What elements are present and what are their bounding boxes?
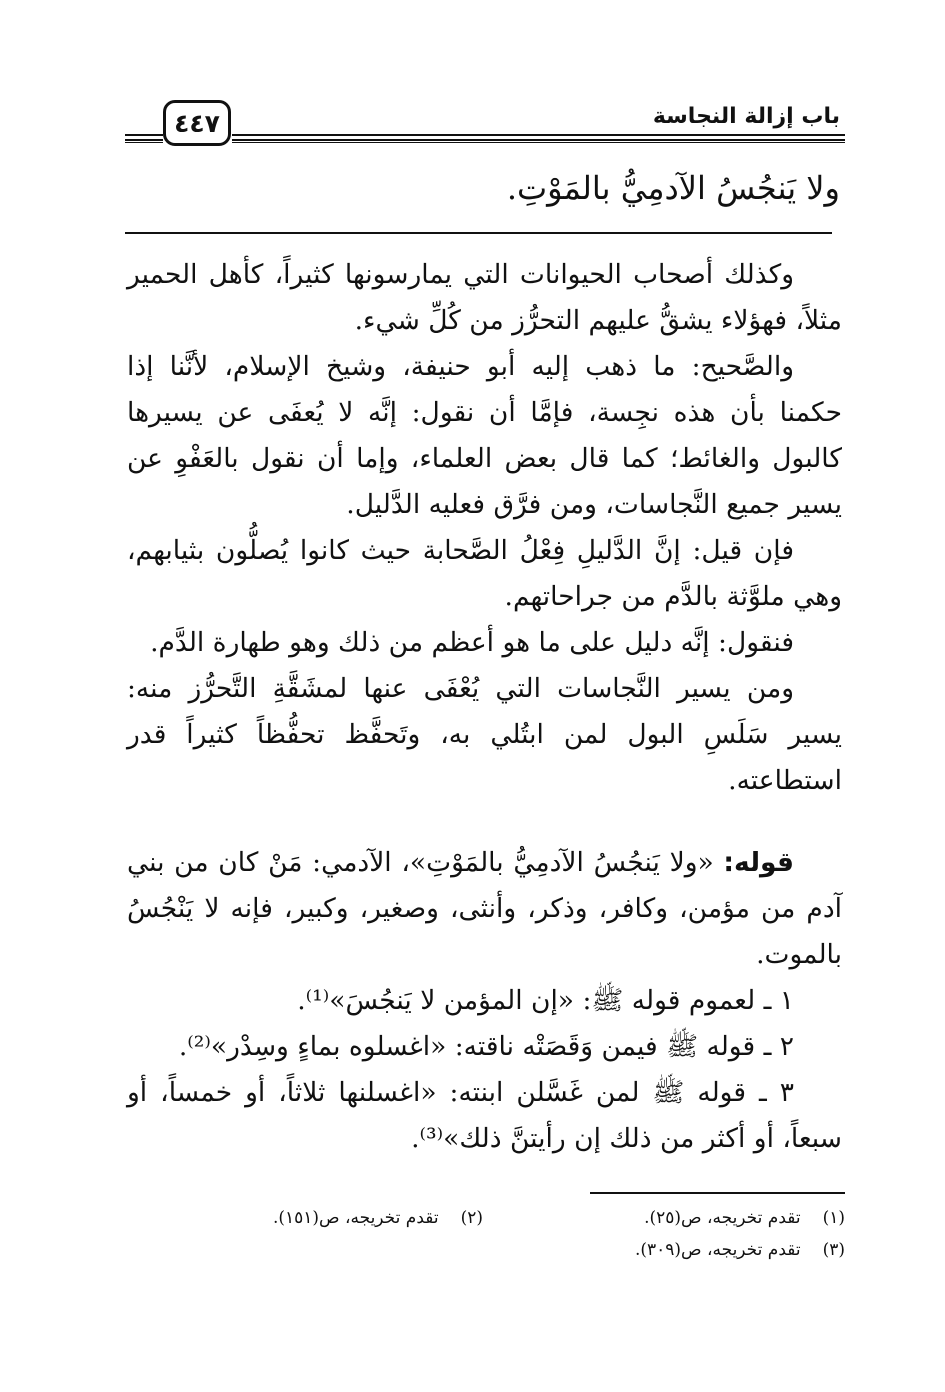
paragraph-3: فإن قيل: إنَّ الدَّليلِ فِعْلُ الصَّحابة حيث كانوا يُصلُّون بثيابهم، وهي ملوَّثة بالدَّم من جراحاتهم. (127, 535, 842, 612)
footnote-separator (590, 1192, 845, 1194)
paragraph-5: ومن يسير النَّجاسات التي يُعْفَى عنها لمشَقَّةِ التَّحرُّز منه: يسير سَلَسِ البول لمن ابتُلي به، وتَحفَّظ تحفُّظاً كثيراً قدر استطاعته. (127, 673, 842, 796)
paragraph-6 (127, 840, 842, 978)
paragraph-4: فنقول: إنَّه دليل على ما هو أعظم من ذلك وهو طهارة الدَّم. (150, 627, 794, 658)
header-rule-left (125, 134, 163, 141)
qawl-label: قوله: (723, 847, 794, 878)
footnote-3-text: تقدم تخريجه، ص(٣٠٩). (634, 1240, 801, 1260)
header-rule-right (232, 134, 845, 141)
paragraph-2: والصَّحيح: ما ذهب إليه أبو حنيفة، وشيخ الإسلام، لأنَّنا إذا حكمنا بأن هذه نجِسة، فإمَّا أن نقول: إنَّه لا يُعفَى عن يسيرها كالبول والغائط؛ كما قال بعض العلماء، وإما أن نقول بالعَفْوِ عن يسير جميع النَّجاسات، ومن فرَّق فعليه الدَّليل. (127, 351, 842, 520)
footnote-2-number: (٢) (460, 1208, 483, 1228)
footnote-3 (635, 1240, 845, 1260)
body-section-1 (127, 252, 842, 804)
footnote-2 (273, 1208, 483, 1228)
footnote-2-text: تقدم تخريجه، ص(١٥١). (272, 1208, 439, 1228)
footnote-1 (644, 1208, 845, 1228)
qawl-quote: «ولا يَنجُسُ الآدمِيُّ بالمَوْتِ»، (391, 847, 724, 878)
footnote-1-text: تقدم تخريجه، ص(٢٥). (644, 1208, 801, 1228)
paragraph-6-text: الآدمي: مَنْ كان من بني آدم من مؤمن، وكافر، وذكر، وأنثى، وصغير، وكبير، فإنه لا يَنْجُسُ بالموت. (127, 847, 842, 970)
body-section-2 (127, 840, 842, 1162)
matn-text: ولا يَنجُسُ الآدمِيُّ بالمَوْتِ. (506, 169, 840, 207)
chapter-title: باب إزالة النجاسة (652, 104, 840, 129)
paragraph-8: ٢ ـ قوله ﷺ فيمن وَقَصَتْه ناقته: «اغسلوه بماءٍ وسِدْر»⁽²⁾. (178, 1031, 794, 1062)
paragraph-1: وكذلك أصحاب الحيوانات التي يمارسونها كثيراً، كأهل الحمير مثلاً، فهؤلاء يشقُّ عليهم التحرُّز من كُلِّ شيء. (127, 259, 842, 336)
paragraph-7: ١ ـ لعموم قوله ﷺ: «إن المؤمن لا يَنجُسَ»⁽¹⁾. (297, 985, 794, 1016)
paragraph-9: ٣ ـ قوله ﷺ لمن غَسَّلن ابنته: «اغسلنها ثلاثاً، أو خمساً، أو سبعاً، أو أكثر من ذلك إن رأيتنَّ ذلك»⁽³⁾. (127, 1077, 842, 1154)
footnote-1-number: (١) (822, 1208, 845, 1228)
page-number: ٤٤٧ (163, 100, 231, 146)
matn-separator (125, 232, 832, 234)
footnote-3-number: (٣) (822, 1240, 845, 1260)
